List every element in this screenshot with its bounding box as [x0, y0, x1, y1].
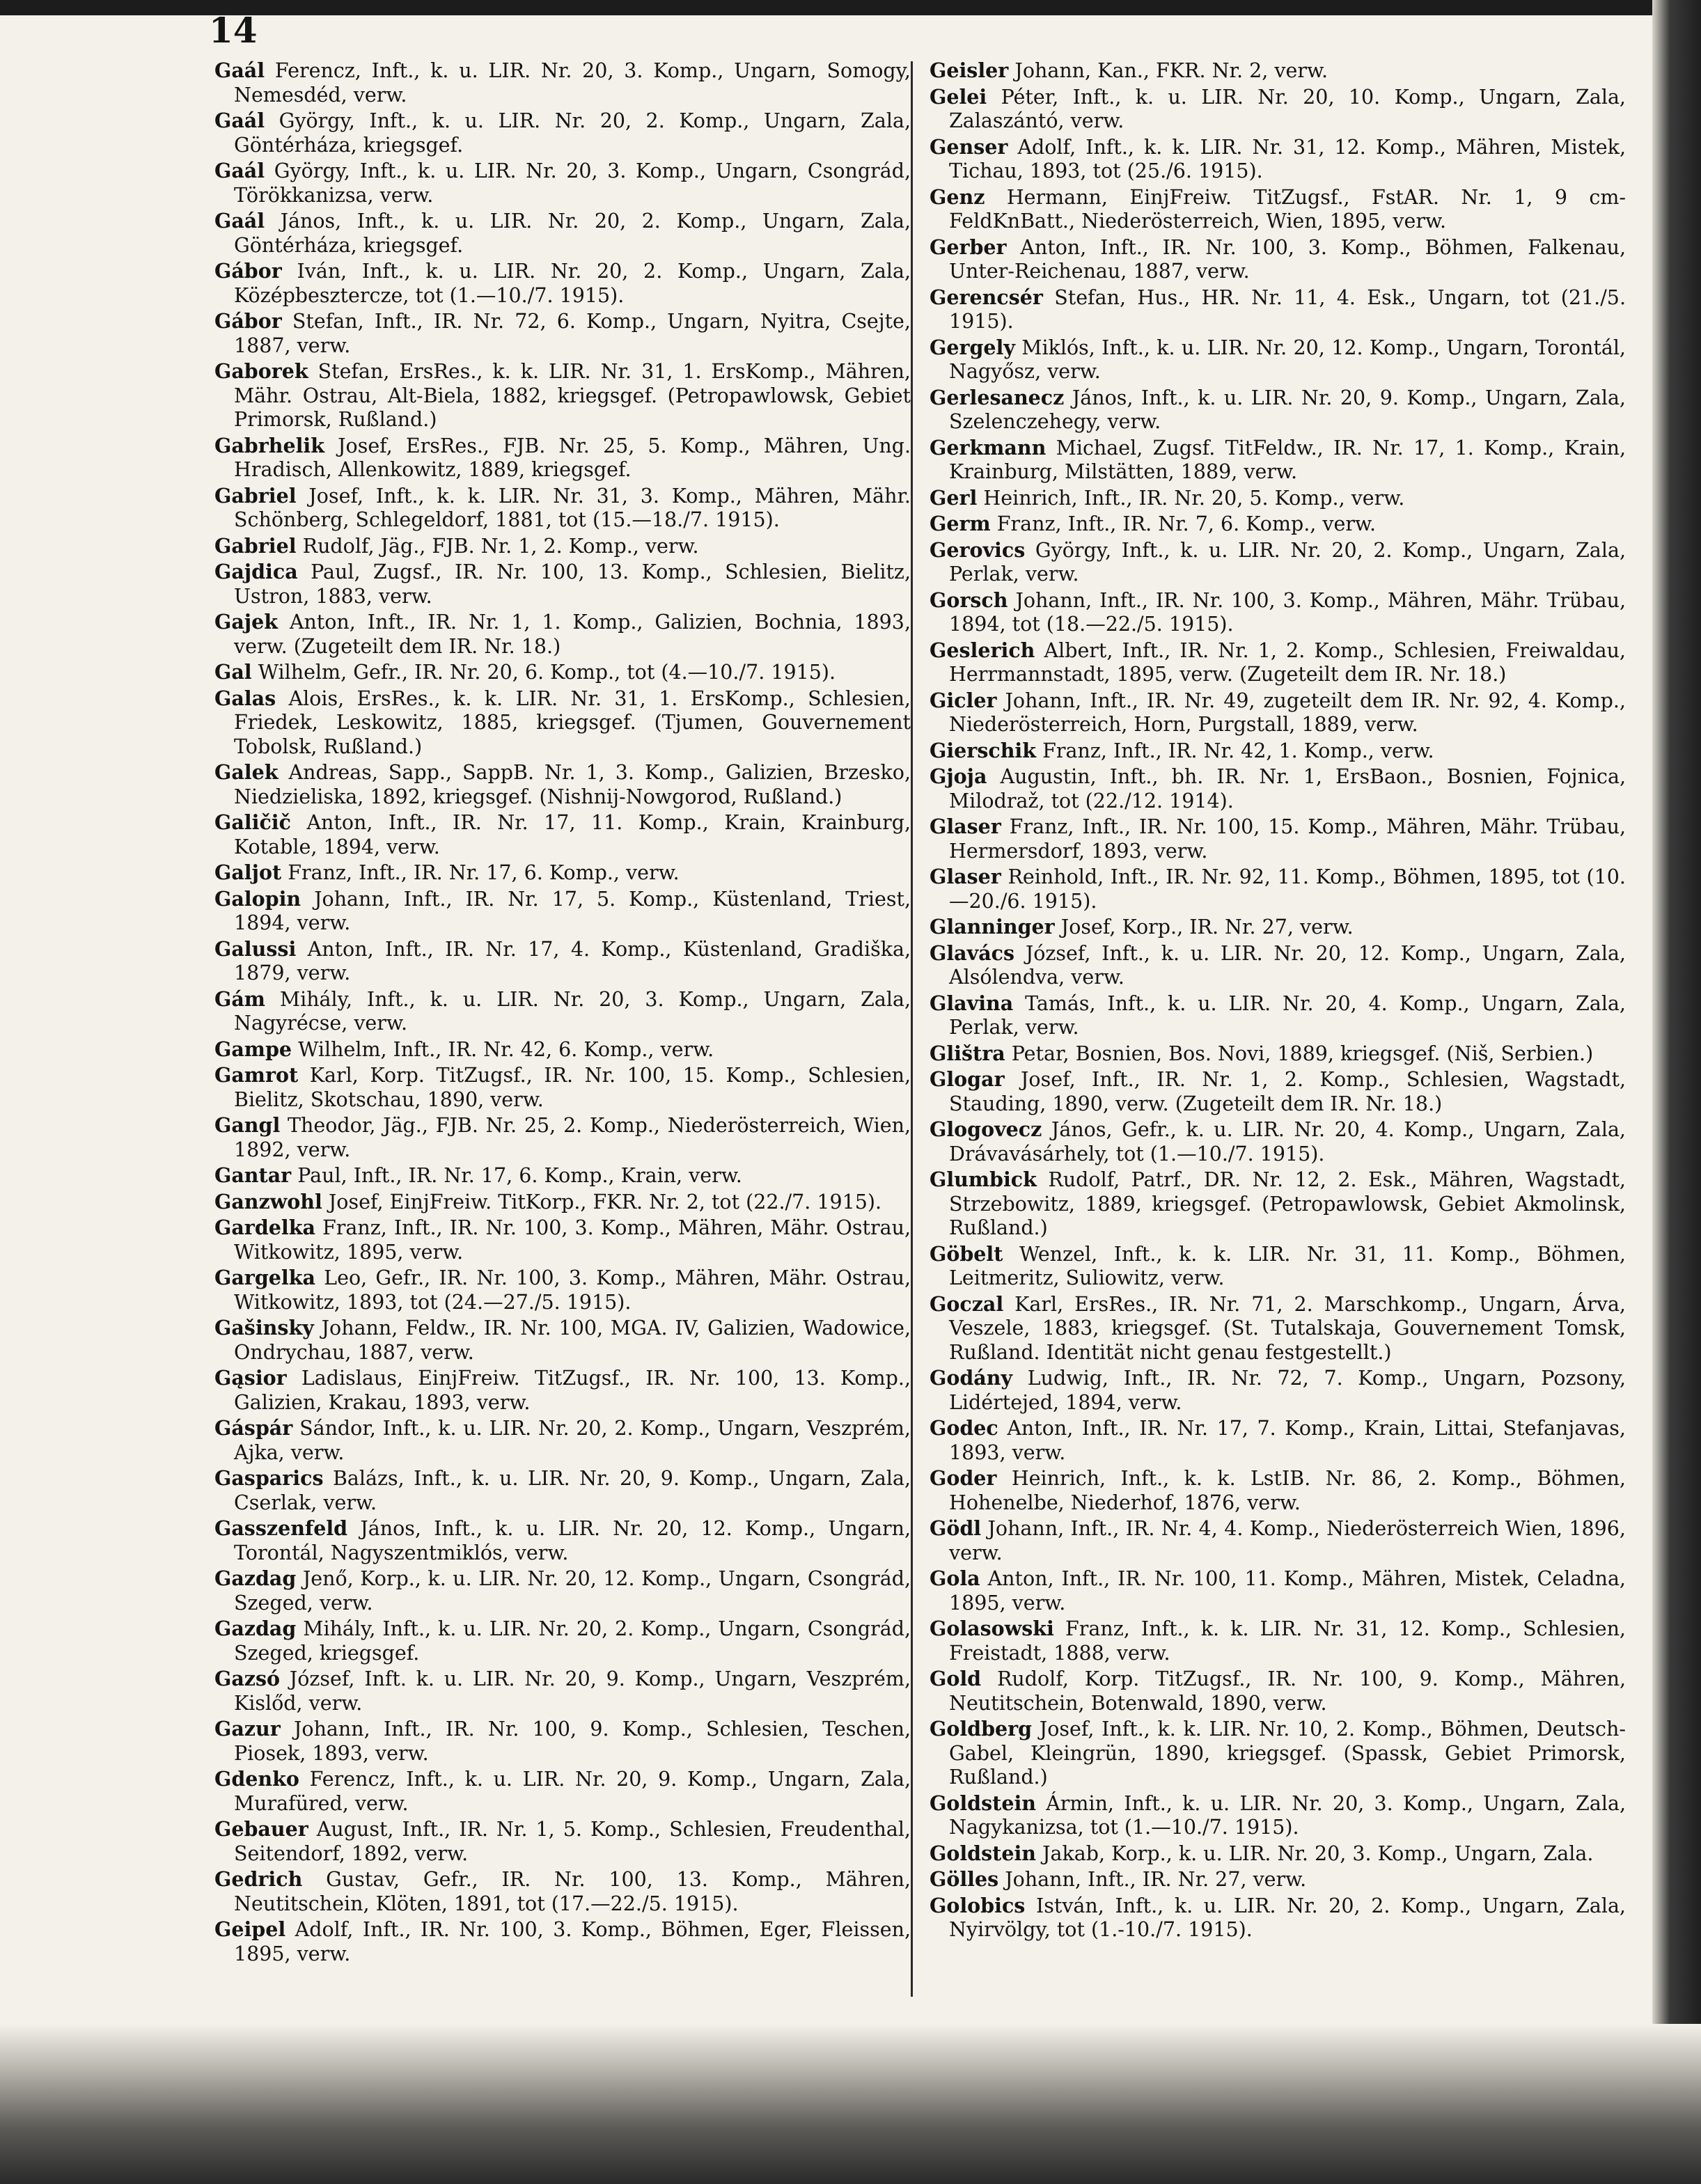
casualty-entry: [930, 1067, 1626, 1116]
entry-details: Wilhelm, Inft., IR. Nr. 42, 6. Komp., verw.: [298, 1037, 714, 1061]
casualty-entry: [214, 1063, 911, 1112]
casualty-entry: [214, 484, 911, 533]
casualty-entry: [930, 336, 1626, 384]
left-column: [214, 58, 911, 1967]
entry-surname: Gaál: [214, 58, 265, 82]
casualty-entry: [214, 359, 911, 432]
entry-surname: Goder: [930, 1466, 997, 1490]
entry-surname: Gerkmann: [930, 435, 1047, 459]
entry-surname: Genser: [930, 134, 1008, 159]
casualty-entry: [214, 1163, 911, 1188]
entry-details: Mihály, Inft., k. u. LIR. Nr. 20, 3. Komp., Ungarn, Zala, Nagyrécse, verw.: [234, 987, 911, 1035]
entry-surname: Gabriel: [214, 533, 297, 558]
casualty-entry: [930, 285, 1626, 334]
entry-surname: Gebauer: [214, 1817, 308, 1841]
casualty-entry: [930, 486, 1626, 511]
entry-surname: Galas: [214, 686, 276, 710]
entry-details: Johann, Inft., IR. Nr. 17, 5. Komp., Küstenland, Triest, 1894, verw.: [234, 887, 911, 934]
casualty-entry: [930, 1466, 1626, 1515]
casualty-entry: [214, 1416, 911, 1465]
entry-details: August, Inft., IR. Nr. 1, 5. Komp., Schlesien, Freudenthal, Seitendorf, 1892, verw.: [234, 1818, 911, 1865]
casualty-entry: [930, 941, 1626, 990]
casualty-entry: [214, 1190, 911, 1215]
casualty-entry: [214, 1366, 911, 1415]
casualty-entry: [930, 135, 1626, 184]
entry-surname: Gangl: [214, 1113, 281, 1137]
entry-surname: Gdenko: [214, 1767, 299, 1791]
entry-details: Albert, Inft., IR. Nr. 1, 2. Komp., Schlesien, Freiwaldau, Herrmannstadt, 1895, verw. (Zugeteilt dem IR. Nr. 18.): [949, 638, 1626, 686]
entry-details: Rudolf, Korp. TitZugsf., IR. Nr. 100, 9. Komp., Mähren, Neutitschein, Botenwald, 1890, verw.: [949, 1667, 1626, 1715]
entry-details: Jenő, Korp., k. u. LIR. Nr. 20, 12. Komp., Ungarn, Csongrád, Szeged, verw.: [234, 1567, 911, 1615]
casualty-entry: [930, 386, 1626, 434]
entry-surname: Gašinsky: [214, 1316, 314, 1340]
entry-details: Jakab, Korp., k. u. LIR. Nr. 20, 3. Komp., Ungarn, Zala.: [1042, 1841, 1594, 1865]
entry-details: Johann, Inft., IR. Nr. 27, verw.: [1005, 1868, 1307, 1891]
entry-surname: Gábor: [214, 309, 282, 333]
entry-surname: Glogovecz: [930, 1117, 1042, 1141]
casualty-entry: [930, 1894, 1626, 1942]
entry-details: Franz, Inft., IR. Nr. 100, 3. Komp., Mähren, Mähr. Ostrau, Witkowitz, 1895, verw.: [234, 1216, 911, 1264]
entry-surname: Gerlesanecz: [930, 385, 1065, 409]
entry-surname: Golasowski: [930, 1617, 1054, 1640]
entry-details: Theodor, Jäg., FJB. Nr. 25, 2. Komp., Niederösterreich, Wien, 1892, verw.: [234, 1114, 911, 1161]
casualty-entry: [214, 887, 911, 936]
entry-surname: Gaborek: [214, 359, 308, 383]
entry-surname: Gerl: [930, 485, 978, 510]
casualty-entry: [214, 660, 911, 685]
entry-details: Balázs, Inft., k. u. LIR. Nr. 20, 9. Komp., Ungarn, Zala, Cserlak, verw.: [234, 1467, 911, 1514]
entry-surname: Genz: [930, 184, 985, 209]
entry-details: Paul, Zugsf., IR. Nr. 100, 13. Komp., Schlesien, Bielitz, Ustron, 1883, verw.: [234, 560, 911, 608]
entry-details: Petar, Bosnien, Bos. Novi, 1889, kriegsgef. (Niš, Serbien.): [1011, 1042, 1594, 1065]
entry-details: Adolf, Inft., IR. Nr. 100, 3. Komp., Böhmen, Eger, Fleissen, 1895, verw.: [234, 1918, 911, 1965]
entry-details: Sándor, Inft., k. u. LIR. Nr. 20, 2. Komp., Ungarn, Veszprém, Ajka, verw.: [234, 1417, 911, 1464]
entry-surname: Göbelt: [930, 1241, 1003, 1266]
entry-surname: Gaál: [214, 109, 265, 132]
entry-details: Franz, Inft., IR. Nr. 17, 6. Komp., verw.: [288, 861, 680, 884]
entry-details: Andreas, Sapp., SappB. Nr. 1, 3. Komp., Galizien, Brzesko, Niedzieliska, 1892, kriegsgef. (Nishnij-Nowgorod, Rußland.): [234, 761, 911, 808]
casualty-entry: [930, 638, 1626, 687]
entry-surname: Gasszenfeld: [214, 1516, 348, 1540]
casualty-entry: [214, 259, 911, 308]
casualty-entry: [930, 1791, 1626, 1840]
entry-surname: Geipel: [214, 1917, 286, 1941]
casualty-entry: [930, 689, 1626, 737]
entry-details: János, Inft., k. u. LIR. Nr. 20, 12. Komp., Ungarn, Torontál, Nagyszentmiklós, verw.: [234, 1517, 911, 1564]
entry-surname: Gáspár: [214, 1416, 293, 1440]
casualty-entry: [214, 1316, 911, 1365]
entry-details: József, Inft. k. u. LIR. Nr. 20, 9. Komp., Ungarn, Veszprém, Kislőd, verw.: [234, 1667, 911, 1715]
entry-details: Anton, Inft., IR. Nr. 100, 3. Komp., Böhmen, Falkenau, Unter-Reichenau, 1887, verw.: [949, 235, 1626, 283]
casualty-entry: [214, 987, 911, 1036]
entry-surname: Gabriel: [214, 483, 297, 508]
casualty-entry: [214, 1817, 911, 1866]
casualty-entry: [930, 185, 1626, 234]
entry-surname: Gazdag: [214, 1617, 297, 1640]
casualty-entry: [214, 1516, 911, 1565]
entry-surname: Gaál: [214, 209, 265, 233]
entry-details: Josef, Inft., k. k. LIR. Nr. 31, 3. Komp., Mähren, Mähr. Schönberg, Schlegeldorf, 1881, tot (15.—18./7. 1915).: [234, 484, 911, 531]
entry-details: Josef, Korp., IR. Nr. 27, verw.: [1060, 916, 1354, 938]
entry-details: Michael, Zugsf. TitFeldw., IR. Nr. 17, 1. Komp., Krain, Krainburg, Milstätten, 1889, verw.: [949, 436, 1626, 483]
entry-details: Alois, ErsRes., k. k. LIR. Nr. 31, 1. ErsKomp., Schlesien, Friedek, Leskowitz, 1885, kriegsgef. (Tjumen, Gouvernement Tobolsk, Rußland.): [234, 686, 911, 758]
entry-surname: Gierschik: [930, 738, 1037, 762]
entry-details: Anton, Inft., IR. Nr. 17, 4. Komp., Küstenland, Gradiška, 1879, verw.: [234, 937, 911, 984]
casualty-entry: [214, 1216, 911, 1264]
entry-details: Heinrich, Inft., k. k. LstIB. Nr. 86, 2. Komp., Böhmen, Hohenelbe, Niederhof, 1876, verw.: [949, 1467, 1626, 1514]
entry-details: Rudolf, Jäg., FJB. Nr. 1, 2. Komp., verw.: [302, 534, 699, 558]
casualty-entry: [930, 1667, 1626, 1715]
entry-surname: Goldstein: [930, 1791, 1036, 1815]
entry-details: Anton, Inft., IR. Nr. 1, 1. Komp., Galizien, Bochnia, 1893, verw. (Zugeteilt dem IR. Nr. 18.): [234, 611, 911, 658]
entry-details: Franz, Inft., k. k. LIR. Nr. 31, 12. Komp., Schlesien, Freistadt, 1888, verw.: [949, 1617, 1626, 1665]
entry-details: Josef, Inft., IR. Nr. 1, 2. Komp., Schlesien, Wagstadt, Stauding, 1890, verw. (Zugeteilt dem IR. Nr. 18.): [949, 1068, 1626, 1115]
casualty-entry: [930, 85, 1626, 134]
entry-details: Anton, Inft., IR. Nr. 100, 11. Komp., Mähren, Mistek, Celadna, 1895, verw.: [949, 1567, 1626, 1615]
entry-surname: Gąsior: [214, 1366, 287, 1390]
casualty-entry: [214, 1917, 911, 1966]
entry-details: Johann, Kan., FKR. Nr. 2, verw.: [1014, 59, 1328, 82]
casualty-entry: [930, 538, 1626, 587]
entry-surname: Galičič: [214, 810, 291, 834]
entry-details: József, Inft., k. u. LIR. Nr. 20, 12. Komp., Ungarn, Zala, Alsólendva, verw.: [949, 941, 1626, 989]
entry-details: György, Inft., k. u. LIR. Nr. 20, 2. Komp., Ungarn, Zala, Perlak, verw.: [949, 538, 1626, 586]
entry-surname: Glanninger: [930, 915, 1055, 938]
entry-details: Augustin, Inft., bh. IR. Nr. 1, ErsBaon., Bosnien, Fojnica, Milodraž, tot (22./12. 1914).: [949, 765, 1626, 812]
entry-surname: Gabrhelik: [214, 433, 325, 457]
entry-details: Iván, Inft., k. u. LIR. Nr. 20, 2. Komp., Ungarn, Zala, Középbesztercze, tot (1.—10./7. 1915).: [234, 260, 911, 307]
entry-details: Karl, ErsRes., IR. Nr. 71, 2. Marschkomp., Ungarn, Árva, Veszele, 1883, kriegsgef. (St. Tutalskaja, Gouvernement Tomsk, Rußland. Identität nicht genau festgestellt.): [949, 1292, 1626, 1364]
casualty-entry: [214, 560, 911, 608]
entry-surname: Glavina: [930, 991, 1014, 1015]
casualty-entry: [930, 991, 1626, 1040]
entry-details: Tamás, Inft., k. u. LIR. Nr. 20, 4. Komp., Ungarn, Zala, Perlak, verw.: [949, 991, 1626, 1039]
entry-surname: Goldstein: [930, 1841, 1036, 1865]
casualty-entry: [930, 1516, 1626, 1565]
casualty-entry: [214, 861, 911, 886]
entry-details: Franz, Inft., IR. Nr. 100, 15. Komp., Mähren, Mähr. Trübau, Hermersdorf, 1893, verw.: [949, 815, 1626, 863]
entry-details: István, Inft., k. u. LIR. Nr. 20, 2. Komp., Ungarn, Zala, Nyirvölgy, tot (1.-10./7. 1915).: [949, 1894, 1626, 1941]
casualty-entry: [214, 1767, 911, 1816]
entry-details: Johann, Feldw., IR. Nr. 100, MGA. IV, Galizien, Wadowice, Ondrychau, 1887, verw.: [234, 1317, 911, 1364]
entry-details: Johann, Inft., IR. Nr. 100, 9. Komp., Schlesien, Teschen, Piosek, 1893, verw.: [234, 1718, 911, 1765]
casualty-entry: [214, 434, 911, 482]
casualty-entry: [930, 436, 1626, 485]
entry-details: Stefan, Inft., IR. Nr. 72, 6. Komp., Ungarn, Nyitra, Csejte, 1887, verw.: [234, 310, 911, 357]
entry-surname: Gölles: [930, 1867, 999, 1891]
casualty-entry: [214, 209, 911, 258]
entry-surname: Golobics: [930, 1893, 1026, 1917]
casualty-entry: [930, 739, 1626, 764]
entry-surname: Gazdag: [214, 1566, 297, 1590]
entry-surname: Gergely: [930, 335, 1015, 359]
casualty-entry: [930, 1117, 1626, 1166]
entry-details: Johann, Inft., IR. Nr. 49, zugeteilt dem IR. Nr. 92, 4. Komp., Niederösterreich, Horn, Purgstall, 1889, verw.: [949, 689, 1626, 736]
casualty-entry: [214, 1037, 911, 1062]
entry-surname: Gám: [214, 987, 265, 1011]
casualty-entry: [214, 1717, 911, 1766]
casualty-entry: [930, 58, 1626, 84]
entry-details: Anton, Inft., IR. Nr. 17, 11. Komp., Krain, Krainburg, Kotable, 1894, verw.: [234, 811, 911, 858]
entry-details: Josef, ErsRes., FJB. Nr. 25, 5. Komp., Mähren, Ung. Hradisch, Allenkowitz, 1889, kriegsgef.: [234, 434, 911, 481]
entry-details: Josef, EinjFreiw. TitKorp., FKR. Nr. 2, tot (22./7. 1915).: [328, 1190, 882, 1213]
entry-details: Johann, Inft., IR. Nr. 4, 4. Komp., Niederösterreich Wien, 1896, verw.: [949, 1517, 1626, 1564]
entry-details: Ferencz, Inft., k. u. LIR. Nr. 20, 9. Komp., Ungarn, Zala, Murafüred, verw.: [234, 1768, 911, 1815]
casualty-entry: [214, 1566, 911, 1615]
entry-surname: Gargelka: [214, 1266, 315, 1289]
entry-surname: Germ: [930, 512, 991, 535]
entry-surname: Gampe: [214, 1037, 292, 1061]
casualty-entry: [214, 1113, 911, 1162]
entry-surname: Goczal: [930, 1291, 1004, 1316]
casualty-entry: [930, 1366, 1626, 1415]
casualty-entry: [930, 1867, 1626, 1892]
entry-surname: Geisler: [930, 58, 1009, 82]
casualty-entry: [930, 1168, 1626, 1241]
casualty-entry: [214, 58, 911, 107]
entry-surname: Goldberg: [930, 1717, 1033, 1741]
casualty-entry: [930, 1242, 1626, 1291]
entry-surname: Gelei: [930, 84, 987, 109]
entry-details: Karl, Korp. TitZugsf., IR. Nr. 100, 15. Komp., Schlesien, Bielitz, Skotschau, 1890, verw.: [234, 1064, 911, 1111]
entry-details: János, Inft., k. u. LIR. Nr. 20, 9. Komp., Ungarn, Zala, Szelenczehegy, verw.: [949, 386, 1626, 433]
entry-surname: Galjot: [214, 861, 282, 884]
entry-surname: Gicler: [930, 688, 997, 712]
column-divider: [911, 61, 913, 1997]
entry-details: Rudolf, Patrf., DR. Nr. 12, 2. Esk., Mähren, Wagstadt, Strzebowitz, 1889, kriegsgef. (Petropawlowsk, Gebiet Akmolinsk, Rußland.): [949, 1168, 1626, 1239]
entry-surname: Gödl: [930, 1516, 982, 1540]
entry-details: János, Inft., k. u. LIR. Nr. 20, 2. Komp., Ungarn, Zala, Göntérháza, kriegsgef.: [234, 210, 911, 257]
right-column: [930, 58, 1626, 1944]
entry-surname: Godec: [930, 1416, 998, 1440]
entry-details: Josef, Inft., k. k. LIR. Nr. 10, 2. Komp., Böhmen, Deutsch-Gabel, Kleingrün, 1890, kriegsgef. (Spassk, Gebiet Primorsk, Rußland.): [949, 1718, 1626, 1789]
page-number: 14: [209, 10, 258, 51]
entry-surname: Gamrot: [214, 1063, 299, 1087]
entry-details: Ladislaus, EinjFreiw. TitZugsf., IR. Nr. 100, 13. Komp., Galizien, Krakau, 1893, verw.: [234, 1367, 911, 1414]
entry-details: Stefan, ErsRes., k. k. LIR. Nr. 31, 1. ErsKomp., Mähren, Mähr. Ostrau, Alt-Biela, 1882, kriegsgef. (Petropawlowsk, Gebiet Primorsk, Rußland.): [234, 360, 911, 431]
casualty-entry: [214, 1867, 911, 1916]
entry-details: Heinrich, Inft., IR. Nr. 20, 5. Komp., verw.: [983, 486, 1405, 510]
entry-surname: Glogar: [930, 1067, 1005, 1091]
entry-surname: Gaál: [214, 159, 265, 182]
casualty-entry: [930, 235, 1626, 284]
entry-surname: Geslerich: [930, 638, 1035, 662]
entry-surname: Gantar: [214, 1163, 292, 1187]
entry-details: Franz, Inft., IR. Nr. 7, 6. Komp., verw.: [996, 512, 1377, 535]
entry-surname: Glumbick: [930, 1168, 1037, 1191]
entry-surname: Glaser: [930, 815, 1001, 838]
entry-details: Mihály, Inft., k. u. LIR. Nr. 20, 2. Komp., Ungarn, Csongrád, Szeged, kriegsgef.: [234, 1617, 911, 1665]
entry-details: Johann, Inft., IR. Nr. 100, 3. Komp., Mähren, Mähr. Trübau, 1894, tot (18.—22./5. 1915).: [949, 588, 1626, 636]
scan-border-right: [1652, 0, 1701, 2184]
casualty-entry: [930, 1566, 1626, 1615]
entry-surname: Gerencsér: [930, 285, 1043, 309]
casualty-entry: [930, 1617, 1626, 1665]
entry-surname: Gerovics: [930, 537, 1026, 562]
casualty-entry: [214, 309, 911, 358]
scan-border-bottom: [0, 2024, 1701, 2184]
entry-surname: Galopin: [214, 886, 301, 911]
entry-details: Ármin, Inft., k. u. LIR. Nr. 20, 3. Komp., Ungarn, Zala, Nagykanizsa, tot (1.—10./7. 1915).: [949, 1791, 1626, 1839]
entry-details: Paul, Inft., IR. Nr. 17, 6. Komp., Krain, verw.: [297, 1164, 742, 1187]
entry-surname: Gedrich: [214, 1867, 303, 1891]
entry-details: Anton, Inft., IR. Nr. 17, 7. Komp., Krain, Littai, Stefanjavas, 1893, verw.: [949, 1417, 1626, 1464]
entry-details: Miklós, Inft., k. u. LIR. Nr. 20, 12. Komp., Ungarn, Torontál, Nagyősz, verw.: [949, 336, 1626, 383]
casualty-entry: [930, 1042, 1626, 1067]
casualty-entry: [930, 815, 1626, 863]
casualty-entry: [214, 760, 911, 809]
entry-surname: Gerber: [930, 235, 1007, 259]
casualty-entry: [930, 764, 1626, 813]
casualty-entry: [930, 865, 1626, 913]
casualty-entry: [214, 686, 911, 760]
entry-surname: Gábor: [214, 259, 282, 283]
entry-details: Adolf, Inft., k. k. LIR. Nr. 31, 12. Komp., Mähren, Mistek, Tichau, 1893, tot (25./6. 1915).: [949, 135, 1626, 182]
casualty-entry: [214, 1466, 911, 1515]
entry-details: Hermann, EinjFreiw. TitZugsf., FstAR. Nr. 1, 9 cm-FeldKnBatt., Niederösterreich, Wien, 1895, verw.: [949, 185, 1626, 233]
casualty-entry: [930, 588, 1626, 637]
casualty-entry: [930, 1416, 1626, 1465]
casualty-entry: [930, 512, 1626, 537]
casualty-entry: [214, 159, 911, 207]
entry-details: Wenzel, Inft., k. k. LIR. Nr. 31, 11. Komp., Böhmen, Leitmeritz, Suliowitz, verw.: [949, 1242, 1626, 1289]
entry-details: Gustav, Gefr., IR. Nr. 100, 13. Komp., Mähren, Neutitschein, Klöten, 1891, tot (17.—22./5. 1915).: [234, 1868, 911, 1915]
entry-surname: Gorsch: [930, 588, 1008, 612]
entry-surname: Gajek: [214, 610, 278, 634]
casualty-entry: [214, 1667, 911, 1715]
entry-surname: Gola: [930, 1566, 980, 1590]
entry-surname: Galussi: [214, 936, 297, 961]
casualty-entry: [214, 1266, 911, 1314]
entry-details: János, Gefr., k. u. LIR. Nr. 20, 4. Komp., Ungarn, Zala, Drávavásárhely, tot (1.—10./7. 1915).: [949, 1118, 1626, 1165]
entry-surname: Ganzwohl: [214, 1189, 322, 1213]
casualty-entry: [214, 1617, 911, 1665]
entry-details: György, Inft., k. u. LIR. Nr. 20, 2. Komp., Ungarn, Zala, Göntérháza, kriegsgef.: [234, 109, 911, 157]
entry-surname: Gajdica: [214, 560, 298, 583]
entry-surname: Gazur: [214, 1717, 281, 1741]
casualty-entry: [930, 915, 1626, 940]
entry-surname: Gasparics: [214, 1466, 324, 1490]
entry-surname: Gjoja: [930, 764, 987, 788]
entry-details: Péter, Inft., k. u. LIR. Nr. 20, 10. Komp., Ungarn, Zala, Zalaszántó, verw.: [949, 85, 1626, 132]
casualty-entry: [214, 610, 911, 659]
casualty-entry: [214, 534, 911, 559]
casualty-entry: [930, 1717, 1626, 1790]
casualty-entry: [930, 1292, 1626, 1365]
casualty-entry: [214, 937, 911, 986]
entry-details: Franz, Inft., IR. Nr. 42, 1. Komp., verw.: [1042, 739, 1434, 762]
entry-details: Reinhold, Inft., IR. Nr. 92, 11. Komp., Böhmen, 1895, tot (10.—20./6. 1915).: [949, 865, 1626, 913]
casualty-entry: [214, 109, 911, 157]
entry-details: Wilhelm, Gefr., IR. Nr. 20, 6. Komp., tot (4.—10./7. 1915).: [258, 661, 836, 684]
entry-details: Ludwig, Inft., IR. Nr. 72, 7. Komp., Ungarn, Pozsony, Lidértejed, 1894, verw.: [949, 1367, 1626, 1414]
entry-surname: Glištra: [930, 1041, 1005, 1065]
entry-details: Stefan, Hus., HR. Nr. 11, 4. Esk., Ungarn, tot (21./5. 1915).: [949, 285, 1626, 333]
entry-surname: Gal: [214, 660, 252, 684]
entry-surname: Gardelka: [214, 1216, 315, 1239]
entry-surname: Gold: [930, 1667, 982, 1690]
entry-surname: Galek: [214, 760, 279, 784]
entry-details: Leo, Gefr., IR. Nr. 100, 3. Komp., Mähren, Mähr. Ostrau, Witkowitz, 1893, tot (24.—27./5. 1915).: [234, 1266, 911, 1314]
casualty-entry: [214, 810, 911, 859]
entry-surname: Glaser: [930, 865, 1001, 888]
entry-surname: Glavács: [930, 941, 1015, 965]
entry-details: György, Inft., k. u. LIR. Nr. 20, 3. Komp., Ungarn, Csongrád, Törökkanizsa, verw.: [234, 159, 911, 207]
entry-surname: Godány: [930, 1366, 1013, 1390]
casualty-entry: [930, 1841, 1626, 1867]
entry-details: Ferencz, Inft., k. u. LIR. Nr. 20, 3. Komp., Ungarn, Somogy, Nemesdéd, verw.: [234, 59, 911, 107]
entry-surname: Gazsó: [214, 1667, 281, 1690]
